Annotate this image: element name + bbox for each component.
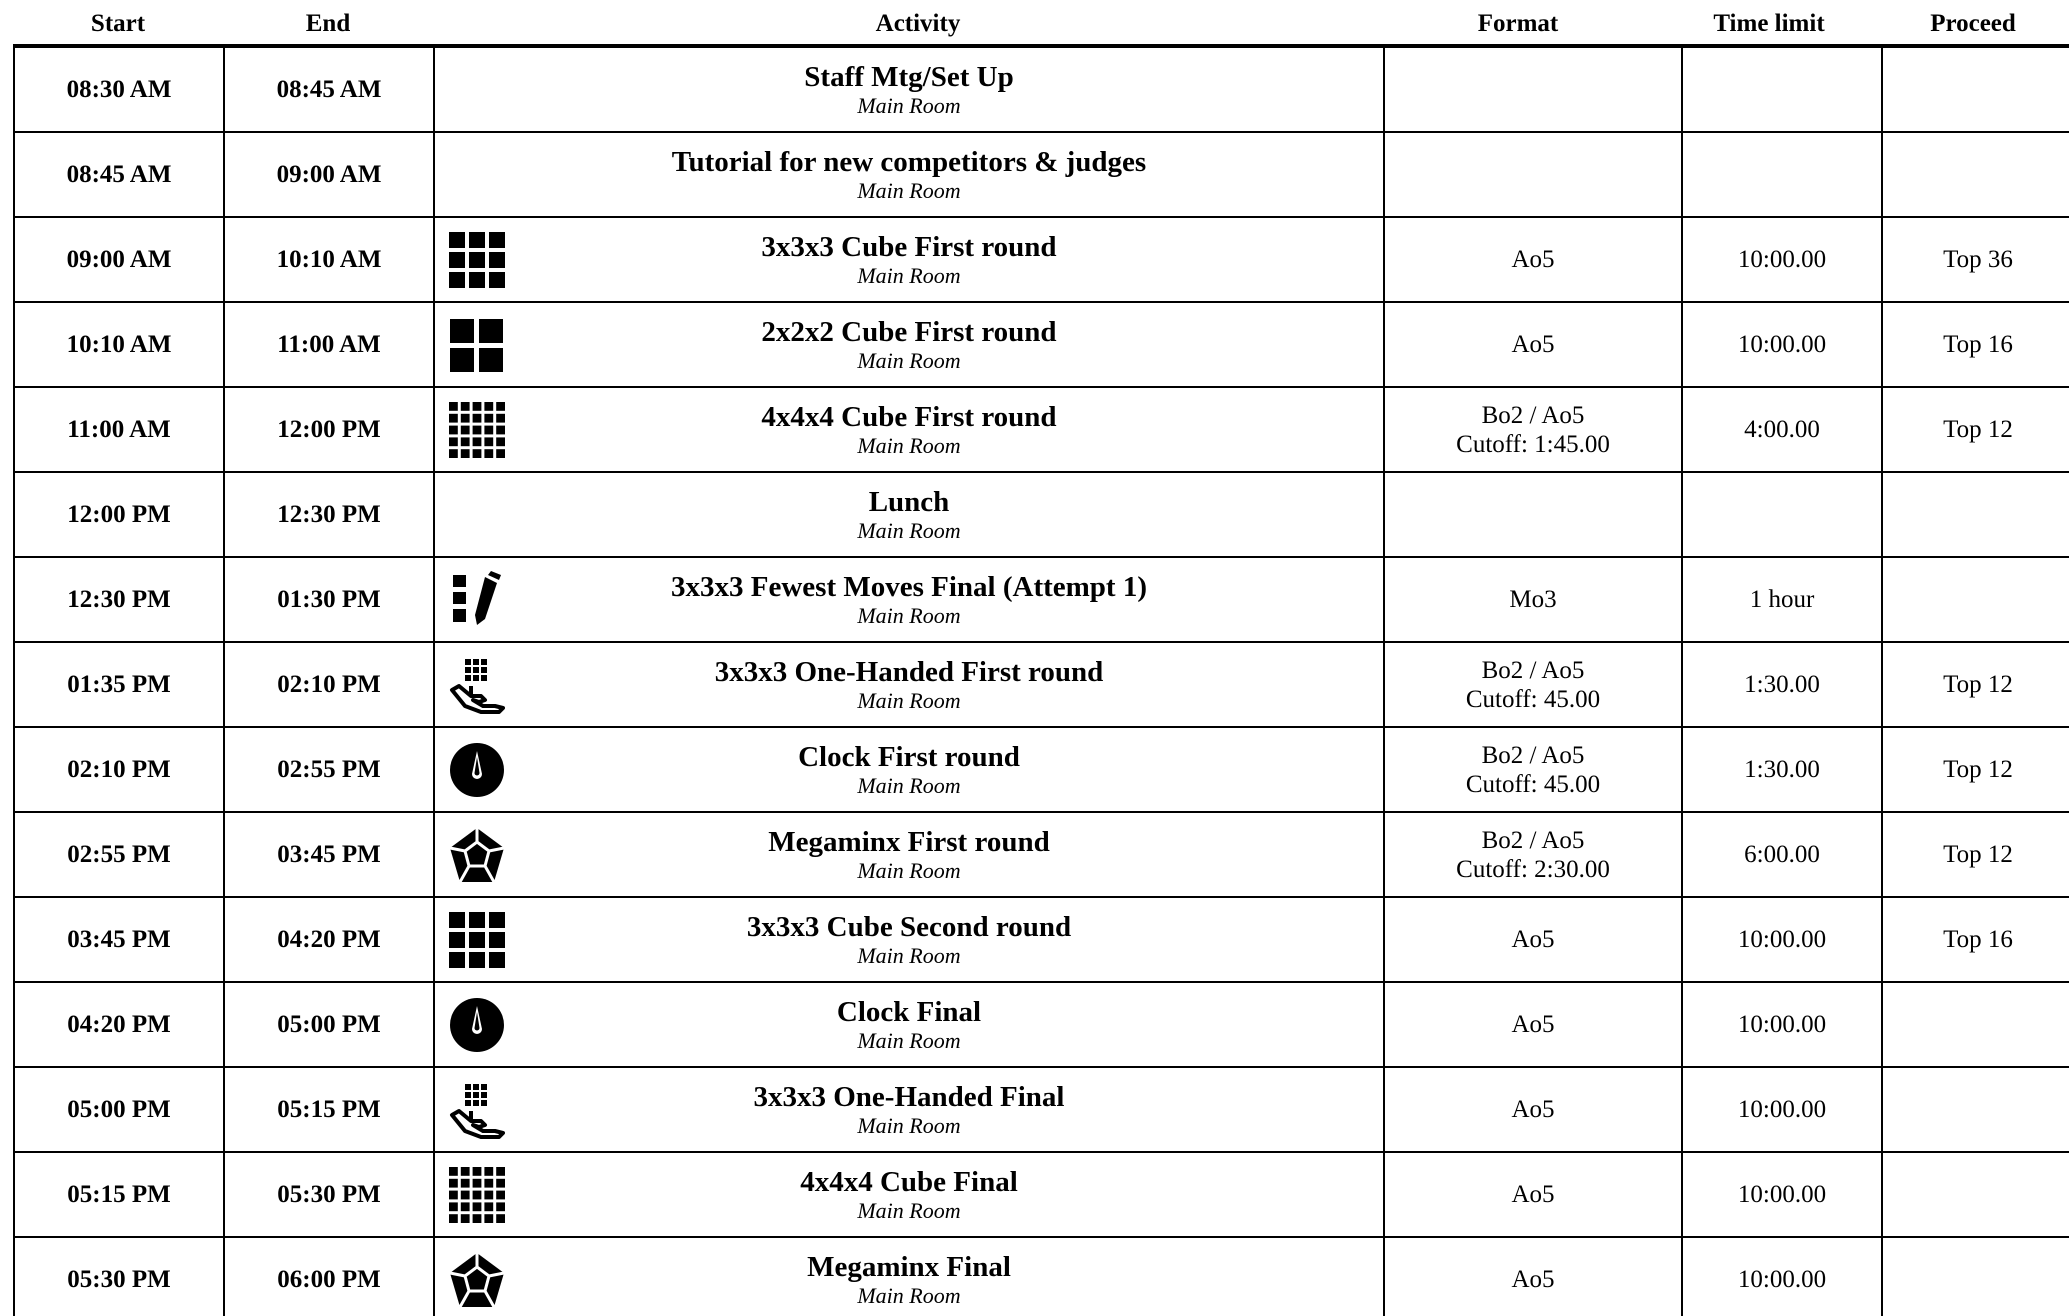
activity-room: Main Room xyxy=(857,687,961,713)
proceed-value xyxy=(1883,558,2069,641)
activity-name: Tutorial for new competitors & judges xyxy=(671,145,1147,178)
format-value: Ao5 xyxy=(1511,331,1555,358)
cutoff-value: Cutoff: 2:30.00 xyxy=(1456,855,1610,883)
time-limit-value: 10:00.00 xyxy=(1683,898,1883,981)
start-time: 03:45 PM xyxy=(15,898,225,981)
time-limit-value: 10:00.00 xyxy=(1683,983,1883,1066)
proceed-value xyxy=(1883,133,2069,216)
activity-room: Main Room xyxy=(857,1197,961,1223)
activity-room: Main Room xyxy=(857,602,961,628)
activity-name: 4x4x4 Cube First round xyxy=(761,400,1057,433)
end-time: 03:45 PM xyxy=(225,813,435,896)
format-cell xyxy=(1385,643,1683,726)
end-time: 02:55 PM xyxy=(225,728,435,811)
activity-room: Main Room xyxy=(857,92,961,118)
proceed-value xyxy=(1883,473,2069,556)
format-value: Ao5 xyxy=(1511,1181,1555,1208)
table-row xyxy=(13,1068,2069,1153)
proceed-value: Top 12 xyxy=(1943,755,2013,783)
start-time: 12:30 PM xyxy=(15,558,225,641)
activity-name: Lunch xyxy=(868,485,950,518)
table-row xyxy=(13,303,2069,388)
format-cell xyxy=(1385,983,1683,1066)
activity-cell xyxy=(435,728,1385,811)
activity-name: 3x3x3 One-Handed First round xyxy=(714,655,1104,688)
activity-room: Main Room xyxy=(857,262,961,288)
table-row xyxy=(13,48,2069,133)
end-time: 05:00 PM xyxy=(225,983,435,1066)
time-limit-value: 6:00.00 xyxy=(1683,813,1883,896)
activity-room: Main Room xyxy=(857,347,961,373)
header-end: End xyxy=(305,10,351,37)
time-limit-value xyxy=(1683,473,1883,556)
start-time: 05:00 PM xyxy=(15,1068,225,1151)
start-time: 08:45 AM xyxy=(15,133,225,216)
table-header xyxy=(13,0,2069,48)
start-time: 02:10 PM xyxy=(15,728,225,811)
end-time: 12:00 PM xyxy=(225,388,435,471)
proceed-value: Top 16 xyxy=(1943,925,2013,953)
end-time: 05:15 PM xyxy=(225,1068,435,1151)
table-row xyxy=(13,643,2069,728)
time-limit-value: 1:30.00 xyxy=(1683,643,1883,726)
activity-cell xyxy=(435,898,1385,981)
proceed-value xyxy=(1883,1238,2069,1316)
format-cell xyxy=(1385,303,1683,386)
time-limit-value: 1 hour xyxy=(1683,558,1883,641)
end-time: 02:10 PM xyxy=(225,643,435,726)
proceed-value: Top 16 xyxy=(1943,330,2013,358)
activity-room: Main Room xyxy=(857,517,961,543)
format-value: Bo2 / Ao5 xyxy=(1481,826,1585,854)
activity-cell xyxy=(435,558,1385,641)
format-value: Bo2 / Ao5 xyxy=(1481,656,1585,684)
activity-name: Megaminx Final xyxy=(807,1250,1011,1283)
format-cell xyxy=(1385,728,1683,811)
table-row xyxy=(13,1238,2069,1316)
format-cell xyxy=(1385,218,1683,301)
proceed-value xyxy=(1883,983,2069,1066)
format-cell xyxy=(1385,473,1683,556)
format-cell xyxy=(1385,48,1683,131)
format-cell xyxy=(1385,558,1683,641)
start-time: 02:55 PM xyxy=(15,813,225,896)
time-limit-value xyxy=(1683,48,1883,131)
activity-cell xyxy=(435,983,1385,1066)
format-value: Ao5 xyxy=(1511,1266,1555,1293)
format-value: Bo2 / Ao5 xyxy=(1481,401,1585,429)
format-cell xyxy=(1385,898,1683,981)
time-limit-value: 10:00.00 xyxy=(1683,218,1883,301)
time-limit-value xyxy=(1683,133,1883,216)
time-limit-value: 1:30.00 xyxy=(1683,728,1883,811)
header-proceed: Proceed xyxy=(1930,10,2016,37)
end-time: 05:30 PM xyxy=(225,1153,435,1236)
time-limit-value: 10:00.00 xyxy=(1683,1153,1883,1236)
header-start: Start xyxy=(90,10,146,37)
start-time: 10:10 AM xyxy=(15,303,225,386)
end-time: 06:00 PM xyxy=(225,1238,435,1316)
activity-room: Main Room xyxy=(857,1027,961,1053)
start-time: 11:00 AM xyxy=(15,388,225,471)
activity-cell xyxy=(435,303,1385,386)
activity-room: Main Room xyxy=(857,857,961,883)
time-limit-value: 10:00.00 xyxy=(1683,303,1883,386)
start-time: 05:30 PM xyxy=(15,1238,225,1316)
header-format: Format xyxy=(1477,10,1559,37)
format-cell xyxy=(1385,1068,1683,1151)
end-time: 01:30 PM xyxy=(225,558,435,641)
format-value: Mo3 xyxy=(1509,586,1557,613)
start-time: 12:00 PM xyxy=(15,473,225,556)
activity-room: Main Room xyxy=(857,942,961,968)
time-limit-value: 4:00.00 xyxy=(1683,388,1883,471)
format-value: Ao5 xyxy=(1511,926,1555,953)
start-time: 09:00 AM xyxy=(15,218,225,301)
activity-name: 3x3x3 One-Handed Final xyxy=(753,1080,1065,1113)
start-time: 05:15 PM xyxy=(15,1153,225,1236)
activity-room: Main Room xyxy=(857,1282,961,1308)
proceed-value: Top 12 xyxy=(1943,415,2013,443)
proceed-value xyxy=(1883,48,2069,131)
activity-name: Clock First round xyxy=(798,740,1020,773)
activity-room: Main Room xyxy=(857,432,961,458)
activity-room: Main Room xyxy=(857,177,961,203)
proceed-value: Top 12 xyxy=(1943,670,2013,698)
table-row xyxy=(13,898,2069,983)
table-row xyxy=(13,388,2069,473)
start-time: 04:20 PM xyxy=(15,983,225,1066)
format-value: Ao5 xyxy=(1511,246,1555,273)
activity-cell xyxy=(435,643,1385,726)
activity-room: Main Room xyxy=(857,1112,961,1138)
header-activity: Activity xyxy=(875,10,961,37)
activity-cell xyxy=(435,133,1385,216)
activity-cell xyxy=(435,1068,1385,1151)
table-body xyxy=(13,48,2069,1316)
table-row xyxy=(13,813,2069,898)
table-row xyxy=(13,473,2069,558)
activity-name: Clock Final xyxy=(836,995,982,1028)
activity-name: 3x3x3 Cube First round xyxy=(761,230,1057,263)
header-time-limit: Time limit xyxy=(1713,10,1825,37)
proceed-value: Top 12 xyxy=(1943,840,2013,868)
cutoff-value: Cutoff: 1:45.00 xyxy=(1456,430,1610,458)
activity-cell xyxy=(435,473,1385,556)
end-time: 04:20 PM xyxy=(225,898,435,981)
table-row xyxy=(13,983,2069,1068)
format-cell xyxy=(1385,133,1683,216)
end-time: 09:00 AM xyxy=(225,133,435,216)
activity-name: Megaminx First round xyxy=(768,825,1050,858)
format-cell xyxy=(1385,388,1683,471)
table-row xyxy=(13,218,2069,303)
activity-cell xyxy=(435,388,1385,471)
format-value: Bo2 / Ao5 xyxy=(1481,741,1585,769)
time-limit-value: 10:00.00 xyxy=(1683,1068,1883,1151)
end-time: 10:10 AM xyxy=(225,218,435,301)
proceed-value xyxy=(1883,1153,2069,1236)
format-cell xyxy=(1385,813,1683,896)
proceed-value xyxy=(1883,1068,2069,1151)
format-value: Ao5 xyxy=(1511,1011,1555,1038)
activity-name: Staff Mtg/Set Up xyxy=(804,60,1014,93)
activity-name: 4x4x4 Cube Final xyxy=(800,1165,1018,1198)
cutoff-value: Cutoff: 45.00 xyxy=(1465,770,1601,798)
table-row xyxy=(13,1153,2069,1238)
format-cell xyxy=(1385,1153,1683,1236)
table-row xyxy=(13,133,2069,218)
activity-name: 3x3x3 Fewest Moves Final (Attempt 1) xyxy=(671,570,1147,603)
end-time: 08:45 AM xyxy=(225,48,435,131)
end-time: 11:00 AM xyxy=(225,303,435,386)
time-limit-value: 10:00.00 xyxy=(1683,1238,1883,1316)
activity-room: Main Room xyxy=(857,772,961,798)
end-time: 12:30 PM xyxy=(225,473,435,556)
activity-name: 3x3x3 Cube Second round xyxy=(746,910,1072,943)
activity-cell xyxy=(435,218,1385,301)
schedule-table xyxy=(13,0,2069,1316)
proceed-value: Top 36 xyxy=(1943,245,2013,273)
activity-cell xyxy=(435,1238,1385,1316)
format-value: Ao5 xyxy=(1511,1096,1555,1123)
activity-cell xyxy=(435,48,1385,131)
cutoff-value: Cutoff: 45.00 xyxy=(1465,685,1601,713)
activity-cell xyxy=(435,1153,1385,1236)
start-time: 01:35 PM xyxy=(15,643,225,726)
table-row xyxy=(13,558,2069,643)
start-time: 08:30 AM xyxy=(15,48,225,131)
activity-name: 2x2x2 Cube First round xyxy=(761,315,1057,348)
table-row xyxy=(13,728,2069,813)
activity-cell xyxy=(435,813,1385,896)
format-cell xyxy=(1385,1238,1683,1316)
